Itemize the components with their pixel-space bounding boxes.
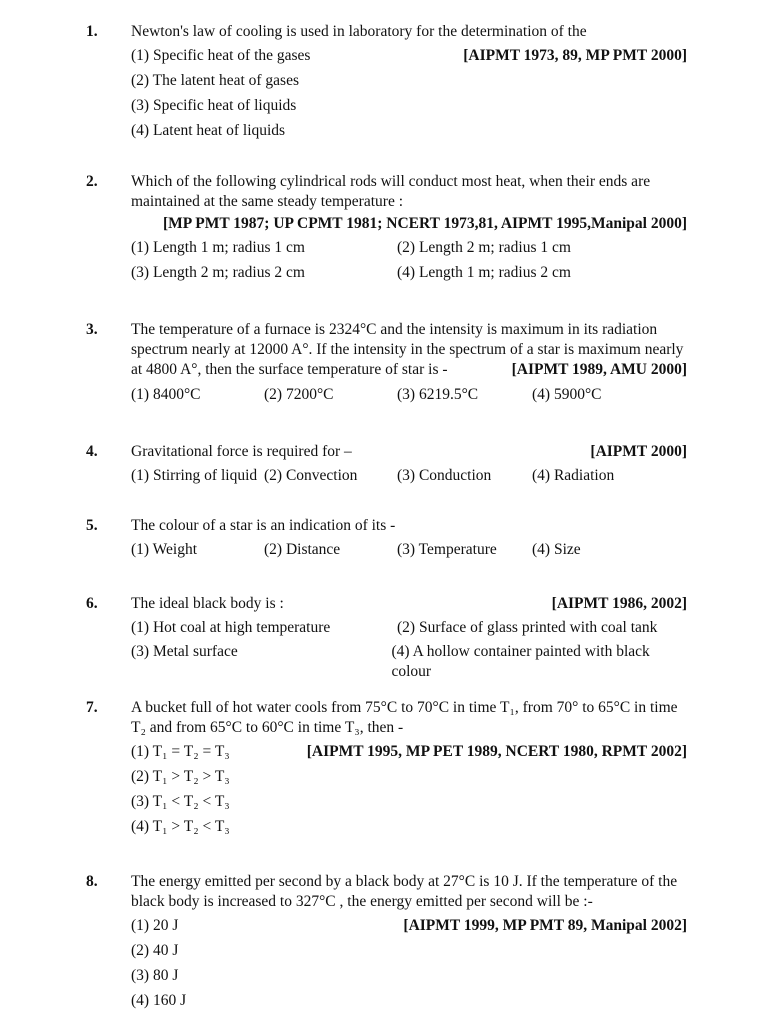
option-2: (2) Convection [264,467,358,485]
option-3: (3) 6219.5°C [397,385,479,403]
option-4: (4) T₁ > T₂ < T₃ [131,818,230,836]
option-4: (4) 160 J [131,992,187,1010]
question-stem: Gravitational force is required for – [131,443,352,460]
question-number: 3. [86,321,98,338]
question-number: 5. [86,517,98,534]
question-stem: The ideal black body is : [131,595,284,612]
option-1: (1) Length 1 m; radius 1 cm [131,239,305,257]
exam-reference: [AIPMT 1995, MP PET 1989, NCERT 1980, RPMT 2002] [306,743,687,761]
option-2: (2) Surface of glass printed with coal tank [397,619,658,637]
question-stem: Which of the following cylindrical rods will conduct most heat, when their ends are maintained at the same steady temperature : [131,173,651,211]
option-2: (2) 40 J [131,942,179,960]
exam-reference: [AIPMT 1999, MP PMT 89, Manipal 2002] [403,917,687,935]
question-number: 2. [86,173,98,190]
question-number: 1. [86,23,98,40]
option-2: (2) 7200°C [264,385,334,403]
option-3: (3) Temperature [397,541,497,559]
option-2: (2) The latent heat of gases [131,72,299,90]
option-1: (1) T₁ = T₂ = T₃ [131,743,230,761]
question-stem: A bucket full of hot water cools from 75°C to 70°C in time T₁, from 70° to 65°C in time T₂ and from 65°C to 60°C in time T₃, then - [131,699,678,737]
option-4: (4) Length 1 m; radius 2 cm [397,263,571,281]
question-number: 8. [86,873,98,890]
question-stem: Newton's law of cooling is used in laboratory for the determination of the [131,23,587,40]
exam-reference: [MP PMT 1987; UP CPMT 1981; NCERT 1973,81, AIPMT 1995,Manipal 2000] [162,215,687,233]
question-number: 7. [86,699,98,716]
question-stem: The colour of a star is an indication of its - [131,517,396,534]
option-4: (4) Size [532,541,581,559]
option-3: (3) T₁ < T₂ < T₃ [131,793,230,811]
option-3: (3) Specific heat of liquids [131,97,297,115]
option-1: (1) 8400°C [131,385,201,403]
option-4: (4) Latent heat of liquids [131,122,286,140]
exam-reference: [AIPMT 2000] [590,443,687,460]
option-3: (3) Metal surface [131,643,238,661]
question-number: 4. [86,443,98,460]
option-3: (3) Conduction [397,467,492,485]
option-4: (4) 5900°C [532,385,602,403]
option-4: (4) A hollow container painted with black colour [391,643,650,681]
option-3: (3) 80 J [131,967,179,985]
option-1: (1) Weight [131,541,198,559]
option-1: (1) 20 J [131,917,179,935]
exam-reference: [AIPMT 1989, AMU 2000] [511,361,687,379]
option-1: (1) Hot coal at high temperature [131,619,331,637]
option-4: (4) Radiation [532,467,615,485]
exam-reference: [AIPMT 1986, 2002] [551,595,687,612]
option-2: (2) Length 2 m; radius 1 cm [397,239,571,257]
option-2: (2) T₁ > T₂ > T₃ [131,768,230,786]
option-2: (2) Distance [264,541,341,559]
question-stem: The temperature of a furnace is 2324°C and the intensity is maximum in its radiation spectrum nearly at 12000 A°. If the intensity in the spectrum of a star is maximum nearly at 4800 A°, then the surface temperature of star is - [131,321,684,379]
question-number: 6. [86,595,98,612]
option-3: (3) Length 2 m; radius 2 cm [131,263,305,281]
exam-reference: [AIPMT 1973, 89, MP PMT 2000] [463,47,687,65]
question-stem: The energy emitted per second by a black body at 27°C is 10 J. If the temperature of the black body is increased to 327°C , the energy emitted per second will be :- [131,873,678,911]
option-1: (1) Stirring of liquid [131,467,258,485]
option-1: (1) Specific heat of the gases [131,47,311,65]
